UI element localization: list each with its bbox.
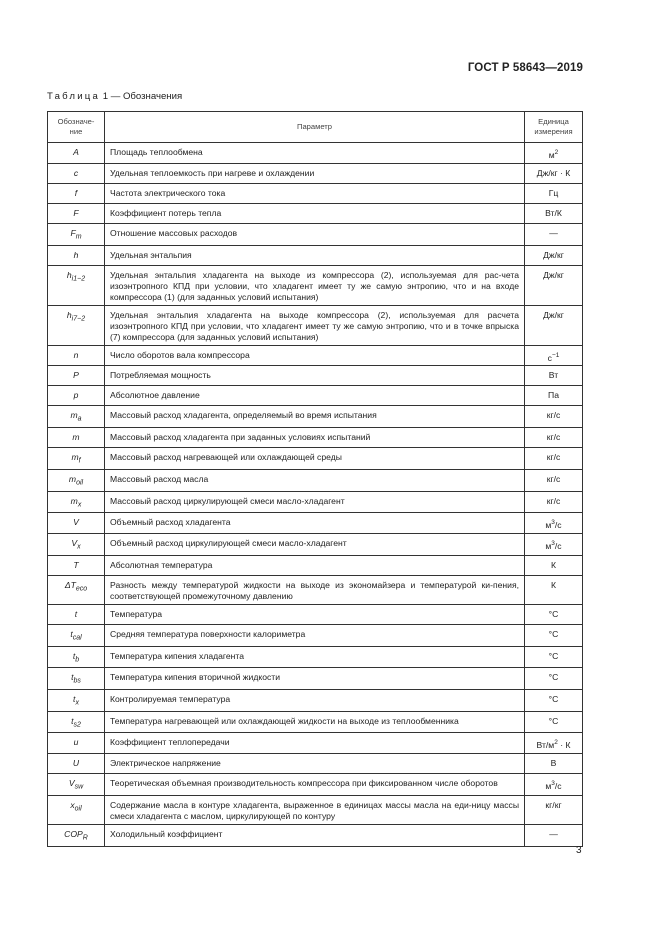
- symbol-text: h: [66, 309, 72, 320]
- parameter-cell: Массовый расход хладагента при заданных условиях испытаний: [105, 428, 525, 448]
- unit-text: В: [550, 758, 557, 769]
- table-row: [48, 668, 583, 690]
- unit-text: кг/с: [546, 495, 561, 506]
- unit-cell: [525, 366, 583, 386]
- parameter-cell: Контролируемая температура: [105, 690, 525, 712]
- parameter-cell: Коэффициент теплопередачи: [105, 733, 525, 754]
- unit-cell: [525, 448, 583, 470]
- unit-cell: [525, 223, 583, 245]
- parameter-cell: Температура кипения хладагента: [105, 646, 525, 668]
- unit-text: К: [550, 559, 556, 570]
- unit-cell: [525, 604, 583, 624]
- symbol-subscript: x: [75, 699, 79, 707]
- symbol-cell: [48, 448, 105, 470]
- header-parameter: Параметр: [105, 112, 525, 143]
- table-row: [48, 203, 583, 223]
- symbol-text: n: [73, 349, 79, 360]
- table-row: [48, 223, 583, 245]
- symbol-text: h: [66, 269, 72, 280]
- unit-superscript: 3: [551, 780, 555, 788]
- unit-cell: [525, 513, 583, 534]
- unit-cell: [525, 203, 583, 223]
- unit-text: Па: [548, 390, 559, 401]
- unit-text: Вт: [548, 370, 559, 381]
- table-row: [48, 245, 583, 265]
- unit-text: К: [550, 579, 556, 590]
- symbol-cell: [48, 534, 105, 556]
- symbol-text: m: [68, 473, 77, 484]
- symbol-subscript: oil: [76, 479, 84, 487]
- symbol-cell: [48, 366, 105, 386]
- parameter-cell: Частота электрического тока: [105, 183, 525, 203]
- unit-text: кг/с: [546, 452, 561, 463]
- document-header: ГОСТ Р 58643—2019: [467, 62, 583, 74]
- symbol-text: t: [70, 628, 73, 639]
- symbol-cell: [48, 774, 105, 796]
- unit-text: Вт/К: [545, 207, 562, 218]
- unit-text: с: [547, 352, 552, 363]
- symbol-text: m: [70, 495, 78, 506]
- parameter-cell: Абсолютная температура: [105, 555, 525, 575]
- symbol-cell: [48, 245, 105, 265]
- table-row: [48, 555, 583, 575]
- table-row: [48, 448, 583, 470]
- table-row: [48, 534, 583, 556]
- symbol-text: T: [73, 559, 79, 570]
- table-row: [48, 575, 583, 604]
- table-row: [48, 754, 583, 774]
- unit-cell: [525, 534, 583, 556]
- unit-text: м: [548, 149, 555, 160]
- symbol-cell: [48, 513, 105, 534]
- table-row: [48, 796, 583, 825]
- table-row: [48, 163, 583, 183]
- unit-cell: [525, 143, 583, 164]
- symbol-subscript: sw: [74, 784, 84, 792]
- unit-text: °С: [548, 628, 559, 639]
- unit-cell: [525, 575, 583, 604]
- unit-cell: [525, 245, 583, 265]
- unit-cell: [525, 668, 583, 690]
- unit-text: Вт/м: [536, 740, 555, 751]
- parameter-cell: Удельная теплоемкость при нагреве и охлаждении: [105, 163, 525, 183]
- table-row: [48, 305, 583, 345]
- table-body: [48, 143, 583, 847]
- symbol-cell: [48, 668, 105, 690]
- symbol-cell: [48, 265, 105, 305]
- symbol-cell: [48, 183, 105, 203]
- table-row: [48, 733, 583, 754]
- parameter-cell: Температура нагревающей или охлаждающей жидкости на выходе из теплообменника: [105, 711, 525, 733]
- symbol-subscript: eco: [75, 585, 88, 593]
- symbol-subscript: oil: [74, 805, 82, 813]
- unit-tail: · К: [557, 740, 571, 751]
- table-row: [48, 469, 583, 491]
- symbol-text: f: [74, 187, 78, 198]
- table-row: [48, 406, 583, 428]
- unit-cell: [525, 733, 583, 754]
- symbol-text: h: [73, 249, 79, 260]
- table-row: [48, 624, 583, 646]
- symbol-text: COP: [64, 829, 83, 840]
- unit-cell: [525, 265, 583, 305]
- symbol-subscript: bs: [73, 678, 81, 686]
- unit-cell: [525, 428, 583, 448]
- parameter-cell: Удельная энтальпия: [105, 245, 525, 265]
- parameter-cell: Потребляемая мощность: [105, 366, 525, 386]
- symbol-cell: [48, 223, 105, 245]
- unit-tail: /с: [554, 541, 562, 552]
- unit-superscript: 3: [551, 540, 555, 548]
- parameter-cell: Холодильный коэффициент: [105, 825, 525, 847]
- symbol-cell: [48, 406, 105, 428]
- symbol-cell: [48, 646, 105, 668]
- symbol-subscript: x: [77, 501, 82, 509]
- unit-text: °С: [548, 672, 559, 683]
- table-caption: [47, 91, 182, 102]
- unit-text: кг/с: [546, 432, 561, 443]
- unit-cell: [525, 305, 583, 345]
- unit-text: Дж/кг: [543, 249, 564, 260]
- parameter-cell: Электрическое напряжение: [105, 754, 525, 774]
- header-unit: Единица измерения: [525, 112, 583, 143]
- symbol-subscript: s2: [73, 721, 81, 729]
- unit-cell: [525, 386, 583, 406]
- table-row: [48, 646, 583, 668]
- unit-text: м: [545, 781, 552, 792]
- parameter-cell: Массовый расход циркулирующей смеси масло-хладагент: [105, 491, 525, 513]
- unit-text: —: [549, 829, 558, 840]
- parameter-cell: Содержание масла в контуре хладагента, выраженное в единицах массы масла на еди-ницу массы смеси хладагента с маслом, циркулирующей по контуру: [105, 796, 525, 825]
- symbol-subscript: cal: [72, 634, 82, 642]
- symbol-text: c: [73, 167, 79, 178]
- unit-cell: [525, 774, 583, 796]
- unit-text: Дж/кг: [543, 269, 564, 280]
- symbol-text: A: [73, 147, 79, 157]
- unit-text: м: [545, 520, 552, 531]
- symbol-text: m: [71, 452, 79, 463]
- parameter-cell: Удельная энтальпия хладагента на выходе из компрессора (2), используемая для рас-чета изоэнтропного КПД при условии, что хладагент имеет ту же самую энтропию, что и на входе компрессора (1) (для заданных условий испытания): [105, 265, 525, 305]
- table-row: [48, 825, 583, 847]
- symbol-text: t: [74, 608, 78, 619]
- symbol-text: F: [70, 227, 76, 238]
- table-row: [48, 143, 583, 164]
- symbol-cell: [48, 575, 105, 604]
- unit-cell: [525, 796, 583, 825]
- unit-cell: [525, 491, 583, 513]
- parameter-cell: Температура кипения вторичной жидкости: [105, 668, 525, 690]
- symbol-cell: [48, 163, 105, 183]
- table-row: [48, 428, 583, 448]
- unit-superscript: 3: [551, 519, 555, 527]
- parameter-cell: Массовый расход масла: [105, 469, 525, 491]
- parameter-cell: Удельная энтальпия хладагента на выходе компрессора (2), используемая для расчета изоэнтропного КПД при условии, что хладагент имеет ту же самую энтропию, что и в точке впрыска (7) компрессора (для заданных условий испытания): [105, 305, 525, 345]
- symbol-subscript: R: [82, 834, 88, 842]
- unit-text: Дж/кг: [543, 309, 564, 320]
- table-row: [48, 345, 583, 366]
- symbol-text: m: [72, 432, 80, 443]
- page-number: 3: [576, 845, 582, 856]
- unit-superscript: 2: [554, 739, 558, 747]
- caption-prefix: Таблица: [47, 91, 101, 102]
- unit-cell: [525, 555, 583, 575]
- symbol-cell: [48, 428, 105, 448]
- symbol-cell: [48, 825, 105, 847]
- unit-text: кг/с: [546, 473, 561, 484]
- unit-cell: [525, 754, 583, 774]
- designations-table: [47, 111, 583, 847]
- symbol-text: V: [71, 538, 78, 549]
- parameter-cell: Массовый расход нагревающей или охлаждающей среды: [105, 448, 525, 470]
- symbol-text: F: [73, 207, 79, 218]
- symbol-subscript: a: [77, 416, 82, 424]
- symbol-cell: [48, 386, 105, 406]
- parameter-cell: Абсолютное давление: [105, 386, 525, 406]
- symbol-text: x: [70, 800, 75, 811]
- parameter-cell: Число оборотов вала компрессора: [105, 345, 525, 366]
- unit-text: м: [545, 541, 552, 552]
- symbol-subscript: i1−2: [71, 275, 86, 283]
- symbol-text: V: [73, 517, 79, 528]
- unit-text: °С: [548, 694, 559, 705]
- parameter-cell: Разность между температурой жидкости на выходе из экономайзера и температурой ки-пения, соответствующей промежуточному давлению: [105, 575, 525, 604]
- symbol-cell: [48, 733, 105, 754]
- unit-cell: [525, 183, 583, 203]
- symbol-subscript: b: [75, 656, 80, 664]
- parameter-cell: Средняя температура поверхности калориметра: [105, 624, 525, 646]
- unit-text: Дж/кг · К: [536, 167, 571, 178]
- symbol-cell: [48, 754, 105, 774]
- symbol-text: t: [71, 715, 74, 726]
- parameter-cell: Теоретическая объемная производительность компрессора при фиксированном числе оборотов: [105, 774, 525, 796]
- table-row: [48, 690, 583, 712]
- table-row: [48, 366, 583, 386]
- header-symbol: Обозначе- ние: [48, 112, 105, 143]
- symbol-text: p: [73, 390, 79, 401]
- unit-superscript: −1: [551, 351, 560, 359]
- unit-cell: [525, 345, 583, 366]
- symbol-text: U: [72, 758, 80, 769]
- unit-cell: [525, 163, 583, 183]
- parameter-cell: Коэффициент потерь тепла: [105, 203, 525, 223]
- unit-text: Гц: [548, 187, 559, 198]
- parameter-cell: Площадь теплообмена: [105, 143, 525, 164]
- symbol-subscript: x: [77, 543, 81, 551]
- caption-title: 1 — Обозначения: [102, 91, 183, 102]
- symbol-cell: [48, 345, 105, 366]
- unit-superscript: 2: [554, 149, 559, 156]
- symbol-cell: [48, 143, 105, 164]
- unit-text: °С: [548, 608, 559, 619]
- table-header-row: [48, 112, 583, 143]
- unit-tail: /с: [554, 520, 562, 531]
- unit-cell: [525, 690, 583, 712]
- table-row: [48, 265, 583, 305]
- symbol-subscript: f: [78, 457, 81, 465]
- unit-cell: [525, 406, 583, 428]
- symbol-cell: [48, 203, 105, 223]
- unit-cell: [525, 825, 583, 847]
- table-row: [48, 711, 583, 733]
- symbol-text: u: [73, 737, 79, 748]
- table-row: [48, 513, 583, 534]
- parameter-cell: Температура: [105, 604, 525, 624]
- symbol-subscript: i7−2: [71, 315, 86, 323]
- symbol-text: ΔT: [64, 579, 76, 590]
- symbol-cell: [48, 796, 105, 825]
- unit-cell: [525, 646, 583, 668]
- symbol-cell: [48, 624, 105, 646]
- symbol-subscript: m: [75, 233, 82, 241]
- unit-tail: /с: [554, 781, 562, 792]
- symbol-cell: [48, 469, 105, 491]
- symbol-text: P: [73, 370, 79, 381]
- symbol-text: t: [71, 672, 74, 683]
- symbol-cell: [48, 711, 105, 733]
- unit-cell: [525, 469, 583, 491]
- table-row: [48, 491, 583, 513]
- table-row: [48, 183, 583, 203]
- parameter-cell: Объемный расход хладагента: [105, 513, 525, 534]
- symbol-cell: [48, 690, 105, 712]
- symbol-text: V: [68, 778, 75, 789]
- unit-text: °С: [548, 650, 559, 661]
- symbol-cell: [48, 305, 105, 345]
- symbol-text: m: [70, 410, 78, 421]
- table-row: [48, 774, 583, 796]
- unit-text: —: [549, 227, 558, 238]
- symbol-cell: [48, 604, 105, 624]
- symbol-cell: [48, 555, 105, 575]
- symbol-text: t: [73, 694, 76, 705]
- unit-text: кг/с: [546, 410, 561, 421]
- unit-cell: [525, 711, 583, 733]
- unit-text: кг/кг: [545, 800, 562, 811]
- unit-text: °С: [548, 715, 559, 726]
- unit-cell: [525, 624, 583, 646]
- table-row: [48, 604, 583, 624]
- parameter-cell: Объемный расход циркулирующей смеси масло-хладагент: [105, 534, 525, 556]
- parameter-cell: Массовый расход хладагента, определяемый во время испытания: [105, 406, 525, 428]
- table-row: [48, 386, 583, 406]
- parameter-cell: Отношение массовых расходов: [105, 223, 525, 245]
- symbol-text: t: [72, 650, 76, 661]
- symbol-cell: [48, 491, 105, 513]
